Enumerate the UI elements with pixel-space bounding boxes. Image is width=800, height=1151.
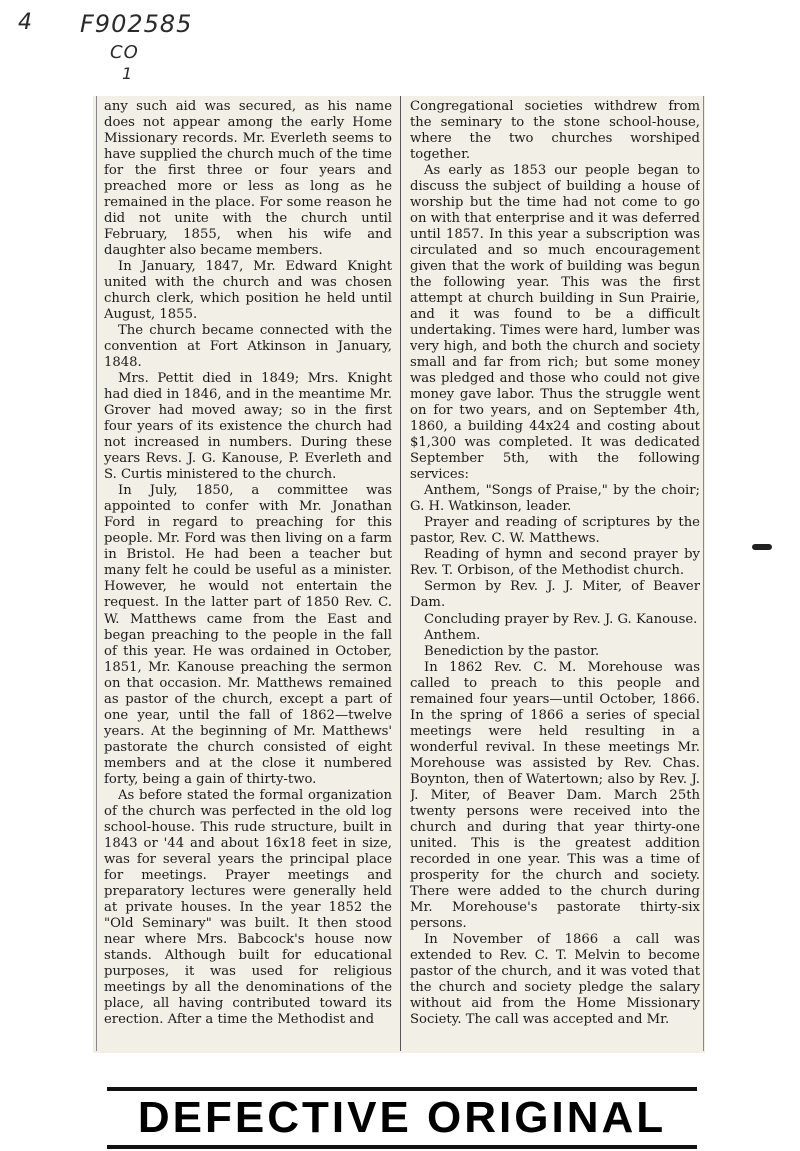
right-paragraph: Congregational societies withdrew from the seminary to the stone school-house, where the two churches worshiped together. [410, 99, 700, 163]
column-rule [400, 96, 401, 1051]
handwritten-sheet-number: 1 [122, 64, 134, 83]
handwritten-county-code: CO [110, 42, 139, 63]
left-paragraph: As before stated the formal organization of the church was perfected in the old log school-house. This rude structure, built in 1843 or '44 and about 16x18 feet in size, was for several years the principal place for meetings. Prayer meetings and preparatory lectures were generally held at private houses. In the year 1852 the "Old Seminary" was built. It then stood near where Mrs. Babcock's house now stands. Although built for educational purposes, it was used for religious meetings by all the denominations of the place, all having contributed toward its erection. After a time the Methodist and [104, 787, 392, 1027]
left-paragraph: In July, 1850, a committee was appointed to confer with Mr. Jonathan Ford in regard to preaching for this people. Mr. Ford was then living on a farm in Bristol. He had been a teacher but many felt he could be useful as a minister. However, he would not entertain the request. In the latter part of 1850 Rev. C. W. Matthews came from the East and began preaching to the people in the fall of this year. He was ordained in October, 1851, Mr. Kanouse preaching the sermon on that occasion. Mr. Matthews remained as pastor of the church, except a part of one year, until the fall of 1862—twelve years. At the beginning of Mr. Matthews' pastorate the church consisted of eight members and at the close it numbered forty, being a gain of thirty-two. [104, 483, 392, 787]
article-right-column [410, 99, 700, 1047]
left-paragraph: The church became connected with the convention at Fort Atkinson in January, 1848. [104, 323, 392, 371]
left-paragraph: In January, 1847, Mr. Edward Knight united with the church and was chosen church clerk, which position he held until August, 1855. [104, 259, 392, 323]
right-paragraph: Prayer and reading of scriptures by the pastor, Rev. C. W. Matthews. [410, 515, 700, 547]
left-paragraph: Mrs. Pettit died in 1849; Mrs. Knight had died in 1846, and in the meantime Mr. Grover had moved away; so in the first four years of its existence the church had not increased in numbers. During these years Revs. J. G. Kanouse, P. Everleth and S. Curtis ministered to the church. [104, 371, 392, 483]
right-paragraph: Anthem. [424, 627, 481, 643]
handwritten-page-number: 4 [18, 10, 33, 35]
handwritten-document-id: F902585 [80, 10, 193, 38]
right-paragraph: Anthem, "Songs of Praise," by the choir; G. H. Watkinson, leader. [410, 483, 700, 515]
right-paragraph: Reading of hymn and second prayer by Rev. T. Orbison, of the Methodist church. [410, 547, 700, 579]
right-paragraph: As early as 1853 our people began to discuss the subject of building a house of worship but the time had not come to go on with that enterprise and it was deferred until 1857. In this year a subscription was circulated and so much encouragement given that the work of building was begun the following year. This was the first attempt at church building in Sun Prairie, and it was found to be a difficult undertaking. Times were hard, lumber was very high, and both the church and society small and far from rich; but some money was pledged and those who could not give money gave labor. Thus the struggle went on for two years, and on September 4th, 1860, a building 44x24 and costing about $1,300 was completed. It was dedicated September 5th, with the following services: [410, 163, 700, 483]
margin-mark [752, 544, 772, 550]
right-paragraph: Concluding prayer by Rev. J. G. Kanouse. [424, 611, 698, 627]
article-left-column [104, 99, 392, 1051]
right-paragraph: In 1862 Rev. C. M. Morehouse was called to preach to this people and remained four years—until October, 1866. In the spring of 1866 a series of special meetings were held resulting in a wonderful revival. In these meetings Mr. Morehouse was assisted by Rev. Chas. Boynton, then of Watertown; also by Rev. J. J. Miter, of Beaver Dam. March 25th twenty persons were received into the church and during that year thirty-one united. This is the greatest addition recorded in one year. This was a time of prosperity for the church and society. There were added to the church during Mr. Morehouse's pastorate thirty-six persons. [410, 659, 700, 931]
right-paragraph: Benediction by the pastor. [424, 643, 600, 659]
left-paragraph: any such aid was secured, as his name does not appear among the early Home Missionary records. Mr. Everleth seems to have supplied the church much of the time for the first three or four years and preached more or less as long as he remained in the place. For some reason he did not unite with the church until February, 1855, when his wife and daughter also became members. [104, 99, 392, 259]
clipping-right-edge [703, 96, 704, 1051]
clipping-left-edge [96, 96, 97, 1051]
defective-original-stamp [107, 1087, 697, 1149]
right-paragraph: In November of 1866 a call was extended to Rev. C. T. Melvin to become pastor of the church, and it was voted that the church and society pledge the salary without aid from the Home Missionary Society. The call was accepted and Mr. [410, 931, 700, 1027]
right-paragraph: Sermon by Rev. J. J. Miter, of Beaver Dam. [410, 579, 700, 611]
stamp-text: DEFECTIVE ORIGINAL [137, 1093, 667, 1142]
